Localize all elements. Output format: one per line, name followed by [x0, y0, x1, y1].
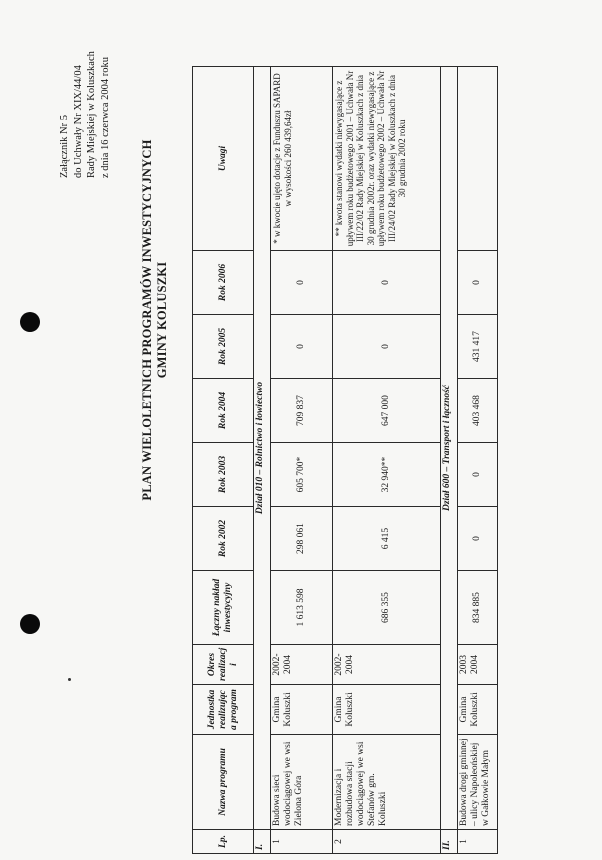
row-uwagi — [458, 67, 498, 251]
row-r2005: 0 — [333, 315, 441, 379]
header-rok2004: Rok 2004 — [193, 379, 254, 443]
row-nazwa: Budowa sieci wodociągowej we wsi Zielona Góra — [271, 735, 333, 830]
header-line-2: do Uchwały Nr XIX/44/04 — [72, 65, 84, 178]
table-row — [333, 67, 441, 854]
row-lp: 1 — [458, 830, 498, 854]
header-rok2005: Rok 2005 — [193, 315, 254, 379]
row-r2003: 32 940** — [333, 443, 441, 507]
section-lp: II. — [441, 830, 458, 854]
investment-plan-table — [192, 66, 498, 854]
row-r2003: 0 — [458, 443, 498, 507]
title-line-2: GMINY KOLUSZKI — [155, 261, 169, 379]
row-okres: 2002-2004 — [271, 645, 333, 685]
row-jednostka: Gmina Koluszki — [333, 685, 441, 735]
header-naklad: Łączny nakład inwestycyjny — [193, 571, 254, 645]
row-r2006: 0 — [271, 251, 333, 315]
header-uwagi: Uwagi — [193, 67, 254, 251]
row-naklad: 686 355 — [333, 571, 441, 645]
section-label: Dział 010 – Rolnictwo i łowiectwo — [254, 67, 271, 830]
row-r2002: 0 — [458, 507, 498, 571]
header-nazwa: Nazwa programu — [193, 735, 254, 830]
row-jednostka: Gmina Koluszki — [458, 685, 498, 735]
row-jednostka: Gmina Koluszki — [271, 685, 333, 735]
row-r2004: 709 837 — [271, 379, 333, 443]
header-line-1: Załącznik Nr 5 — [59, 115, 70, 178]
section-row-600 — [441, 67, 458, 854]
row-r2004: 647 000 — [333, 379, 441, 443]
document-title — [140, 110, 170, 530]
section-label: Dział 600 – Transport i łączność — [441, 67, 458, 830]
header-line-3: Rady Miejskiej w Koluszkach — [86, 51, 97, 178]
table-header-row — [193, 67, 254, 854]
row-r2006: 0 — [458, 251, 498, 315]
table-row — [458, 67, 498, 854]
header-lp: Lp. — [193, 830, 254, 854]
section-lp: I. — [254, 830, 271, 854]
row-uwagi: * w kwocie ujęto dotacje z Funduszu SAPARD w wysokości 260 439,64zł — [271, 67, 333, 251]
title-line-1: PLAN WIELOLETNICH PROGRAMÓW INWESTYCYJNYCH — [140, 139, 154, 501]
row-r2005: 431 417 — [458, 315, 498, 379]
section-row-010 — [254, 67, 271, 854]
row-r2005: 0 — [271, 315, 333, 379]
row-nazwa: Modernizacja i rozbudowa stacji wodociągowej we wsi Stefanów gm. Koluszki — [333, 735, 441, 830]
header-jednostka: Jednostka realizując a program — [193, 685, 254, 735]
header-line-4: z dnia 16 czerwca 2004 roku — [99, 57, 111, 178]
row-r2002: 298 061 — [271, 507, 333, 571]
header-rok2003: Rok 2003 — [193, 443, 254, 507]
row-r2004: 403 468 — [458, 379, 498, 443]
row-okres: 2002-2004 — [333, 645, 441, 685]
row-naklad: 1 613 598 — [271, 571, 333, 645]
row-okres: 2003 2004 — [458, 645, 498, 685]
attachment-header — [58, 18, 112, 178]
row-lp: 2 — [333, 830, 441, 854]
header-rok2006: Rok 2006 — [193, 251, 254, 315]
table-row — [271, 67, 333, 854]
header-rok2002: Rok 2002 — [193, 507, 254, 571]
row-lp: 1 — [271, 830, 333, 854]
row-r2002: 6 415 — [333, 507, 441, 571]
header-okres: Okres realizacj i — [193, 645, 254, 685]
row-r2003: 605 700* — [271, 443, 333, 507]
row-naklad: 834 885 — [458, 571, 498, 645]
row-nazwa: Budowa drogi gminnej – ulicy Napoleońskiej w Gałkowie Małym — [458, 735, 498, 830]
row-r2006: 0 — [333, 251, 441, 315]
row-uwagi: ** kwota stanowi wydatki niewygasające z upływem roku budżetowego 2001 – Uchwała Nr III/22/02 Rady Miejskiej w Koluszkach z dnia 30 grudnia 2002r. oraz wydatki niewygasające z upływem roku budżetowego 2002 – Uchwała Nr III/24/02 Rady Miejskiej w Koluszkach z dnia 30 grudnia 2002 roku — [333, 67, 441, 251]
